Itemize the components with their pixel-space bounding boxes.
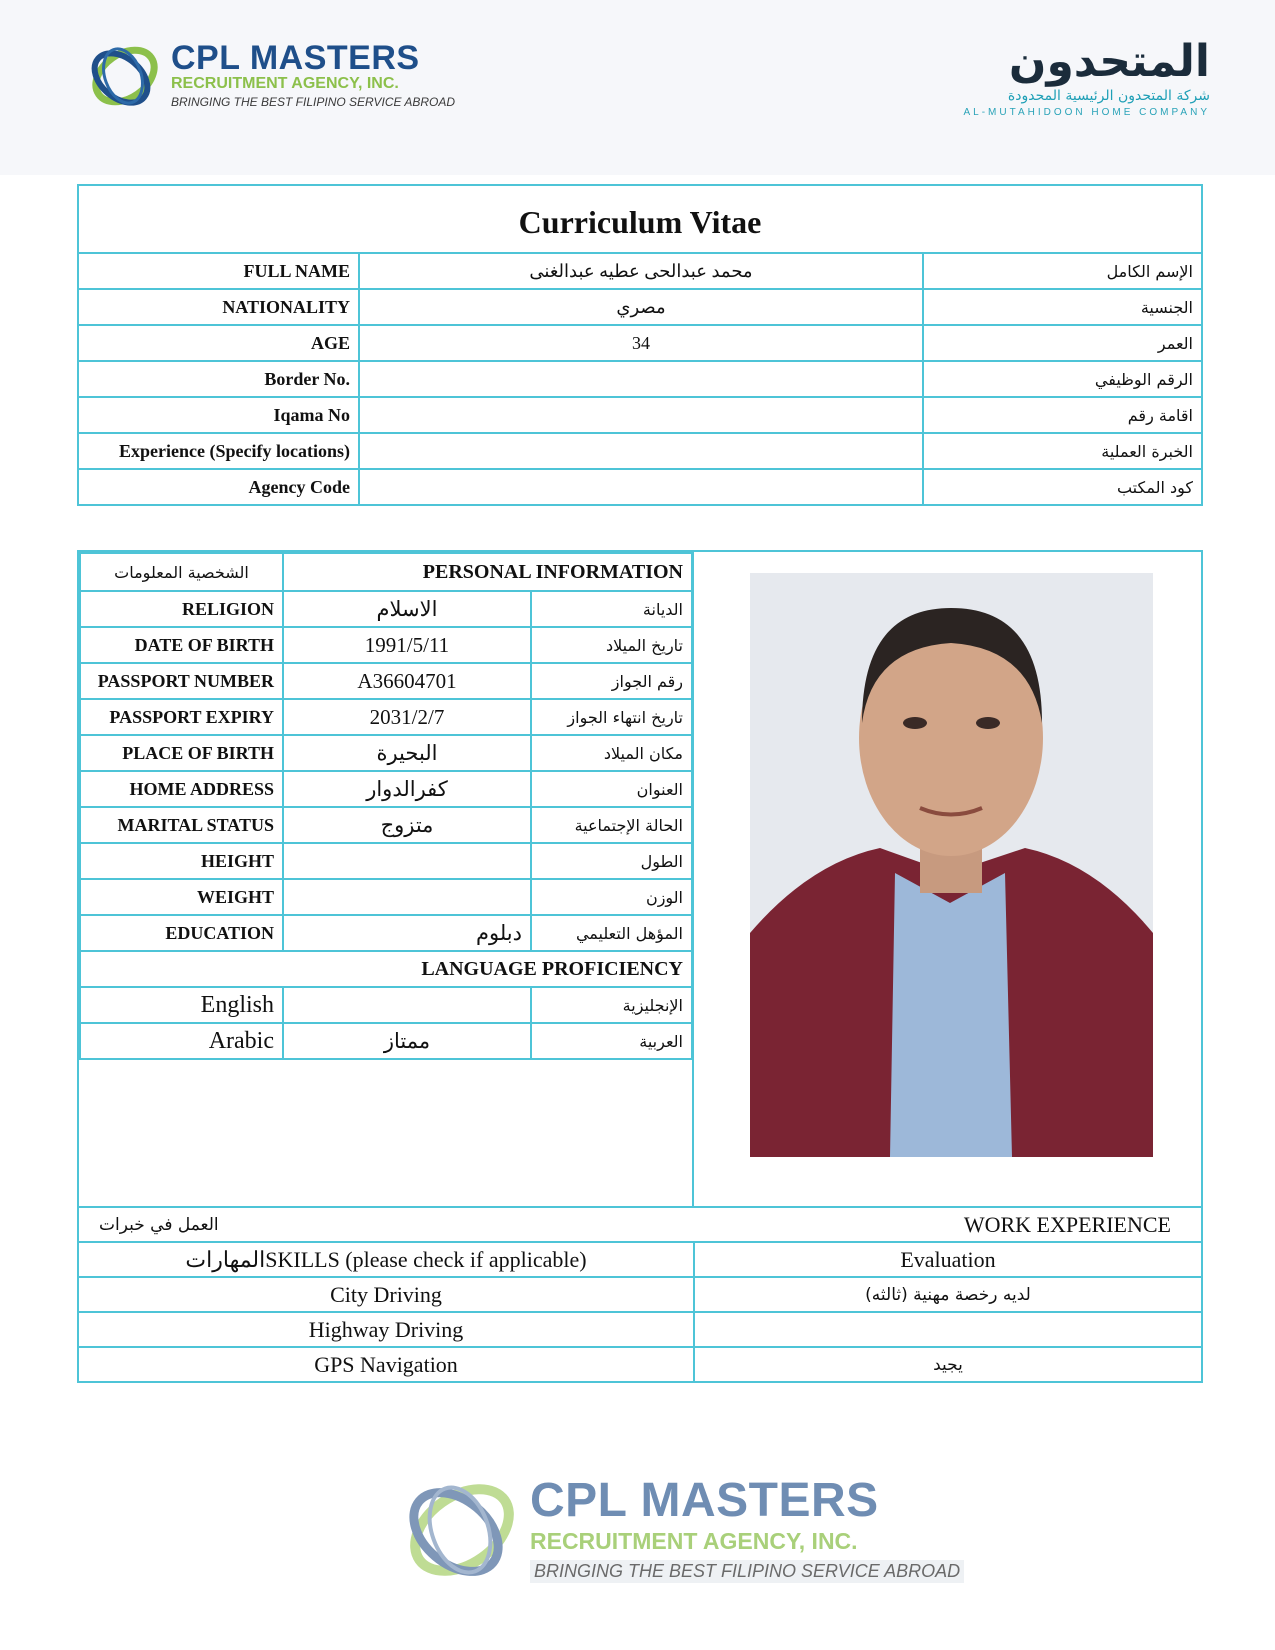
personal-value: البحيرة	[283, 735, 531, 771]
personal-value: دبلوم	[283, 915, 531, 951]
language-row-english	[80, 987, 692, 1023]
work-experience-table	[77, 1206, 1203, 1383]
cv-arabic-label: اقامة رقم	[923, 397, 1202, 433]
personal-value: 1991/5/11	[283, 627, 531, 663]
cpl-footer-title: CPL MASTERS	[530, 1473, 879, 1527]
work-experience-heading-row	[78, 1207, 1202, 1242]
al-mutahidoon-logo	[950, 36, 1210, 118]
language-proficiency-heading: LANGUAGE PROFICIENCY	[80, 951, 692, 987]
personal-row-home-address	[80, 771, 692, 807]
personal-value: كفرالدوار	[283, 771, 531, 807]
cv-arabic-label: الرقم الوظيفي	[923, 361, 1202, 397]
personal-value: A36604701	[283, 663, 531, 699]
cv-value: 34	[359, 325, 923, 361]
cpl-logo-tagline: BRINGING THE BEST FILIPINO SERVICE ABROAD	[171, 94, 456, 109]
skill-name: GPS Navigation	[78, 1347, 694, 1382]
language-heading-row	[80, 951, 692, 987]
personal-arabic-label: تاريخ انتهاء الجواز	[531, 699, 692, 735]
personal-label: MARITAL STATUS	[80, 807, 283, 843]
cpl-masters-footer-logo	[400, 1470, 964, 1590]
personal-label: HOME ADDRESS	[80, 771, 283, 807]
language-row-arabic	[80, 1023, 692, 1059]
cv-row-iqama-no	[78, 397, 1202, 433]
personal-info-heading: PERSONAL INFORMATION	[283, 553, 692, 591]
skill-row-highway-driving	[78, 1312, 1202, 1347]
personal-arabic-label: تاريخ الميلاد	[531, 627, 692, 663]
personal-arabic-label: الديانة	[531, 591, 692, 627]
applicant-photo	[750, 573, 1153, 1157]
skill-evaluation: لديه رخصة مهنية (ثالثه)	[694, 1277, 1202, 1312]
personal-value: 2031/2/7	[283, 699, 531, 735]
cpl-footer-subtitle: RECRUITMENT AGENCY, INC.	[530, 1527, 858, 1554]
skills-heading: المهاراتSKILLS (please check if applicable)	[78, 1242, 694, 1277]
personal-info-heading-ar: الشخصية المعلومات	[80, 553, 283, 591]
cv-label: AGE	[78, 325, 359, 361]
personal-row-height	[80, 843, 692, 879]
work-experience-heading-ar: العمل في خبرات	[78, 1207, 694, 1242]
skill-row-gps-navigation	[78, 1347, 1202, 1382]
globe-logo-icon	[400, 1470, 520, 1590]
cpl-logo-subtitle: RECRUITMENT AGENCY, INC.	[171, 75, 399, 93]
personal-row-place-of-birth	[80, 735, 692, 771]
personal-arabic-label: العنوان	[531, 771, 692, 807]
cv-arabic-label: الإسم الكامل	[923, 253, 1202, 289]
cv-arabic-label: العمر	[923, 325, 1202, 361]
skill-evaluation	[694, 1312, 1202, 1347]
personal-row-religion	[80, 591, 692, 627]
personal-arabic-label: مكان الميلاد	[531, 735, 692, 771]
cv-label: Iqama No	[78, 397, 359, 433]
language-level	[283, 987, 531, 1023]
personal-arabic-label: رقم الجواز	[531, 663, 692, 699]
skill-evaluation: يجيد	[694, 1347, 1202, 1382]
personal-value	[283, 843, 531, 879]
cv-row-full-name	[78, 253, 1202, 289]
cv-label: Experience (Specify locations)	[78, 433, 359, 469]
cv-label: FULL NAME	[78, 253, 359, 289]
personal-label: PASSPORT NUMBER	[80, 663, 283, 699]
language-name: English	[80, 987, 283, 1023]
personal-row-dob	[80, 627, 692, 663]
cv-value	[359, 469, 923, 505]
language-arabic-label: العربية	[531, 1023, 692, 1059]
personal-value	[283, 879, 531, 915]
personal-label: PASSPORT EXPIRY	[80, 699, 283, 735]
cv-table	[77, 184, 1203, 506]
evaluation-heading: Evaluation	[694, 1242, 1202, 1277]
applicant-photo-illustration	[750, 573, 1153, 1157]
skill-name: City Driving	[78, 1277, 694, 1312]
cpl-logo-title: CPL MASTERS	[171, 39, 420, 78]
personal-value: الاسلام	[283, 591, 531, 627]
personal-row-education	[80, 915, 692, 951]
partner-logo-name: المتحدون	[1008, 36, 1210, 87]
cv-row-age	[78, 325, 1202, 361]
skill-row-city-driving	[78, 1277, 1202, 1312]
personal-row-passport-expiry	[80, 699, 692, 735]
personal-label: WEIGHT	[80, 879, 283, 915]
cv-row-agency-code	[78, 469, 1202, 505]
personal-row-marital-status	[80, 807, 692, 843]
cv-title: Curriculum Vitae	[78, 185, 1202, 253]
cv-value	[359, 397, 923, 433]
personal-info-table	[79, 552, 693, 1060]
cv-value	[359, 433, 923, 469]
personal-row-passport-number	[80, 663, 692, 699]
cv-row-nationality	[78, 289, 1202, 325]
personal-label: EDUCATION	[80, 915, 283, 951]
personal-row-weight	[80, 879, 692, 915]
work-experience-heading: WORK EXPERIENCE	[694, 1207, 1202, 1242]
personal-arabic-label: المؤهل التعليمي	[531, 915, 692, 951]
cv-label: NATIONALITY	[78, 289, 359, 325]
cv-row-border-no	[78, 361, 1202, 397]
personal-arabic-label: الوزن	[531, 879, 692, 915]
language-name: Arabic	[80, 1023, 283, 1059]
cv-value	[359, 361, 923, 397]
personal-arabic-label: الحالة الإجتماعية	[531, 807, 692, 843]
cv-value: مصري	[359, 289, 923, 325]
cv-label: Border No.	[78, 361, 359, 397]
skills-header-row	[78, 1242, 1202, 1277]
skill-name: Highway Driving	[78, 1312, 694, 1347]
cv-label: Agency Code	[78, 469, 359, 505]
personal-label: DATE OF BIRTH	[80, 627, 283, 663]
language-arabic-label: الإنجليزية	[531, 987, 692, 1023]
cv-arabic-label: الخبرة العملية	[923, 433, 1202, 469]
cv-arabic-label: الجنسية	[923, 289, 1202, 325]
personal-arabic-label: الطول	[531, 843, 692, 879]
personal-label: RELIGION	[80, 591, 283, 627]
partner-logo-arabic-sub: شركة المتحدون الرئيسية المحدودة	[1007, 88, 1210, 104]
cv-row-experience	[78, 433, 1202, 469]
personal-label: HEIGHT	[80, 843, 283, 879]
partner-logo-latin: AL-MUTAHIDOON HOME COMPANY	[963, 107, 1210, 118]
cv-arabic-label: كود المكتب	[923, 469, 1202, 505]
cpl-masters-logo	[85, 38, 455, 114]
personal-label: PLACE OF BIRTH	[80, 735, 283, 771]
personal-value: متزوج	[283, 807, 531, 843]
cpl-footer-tagline: BRINGING THE BEST FILIPINO SERVICE ABROAD	[530, 1560, 964, 1584]
globe-logo-icon	[85, 38, 161, 114]
cv-value: محمد عبدالحى عطيه عبدالغنى	[359, 253, 923, 289]
language-level: ممتاز	[283, 1023, 531, 1059]
personal-info-heading-row	[80, 553, 692, 591]
